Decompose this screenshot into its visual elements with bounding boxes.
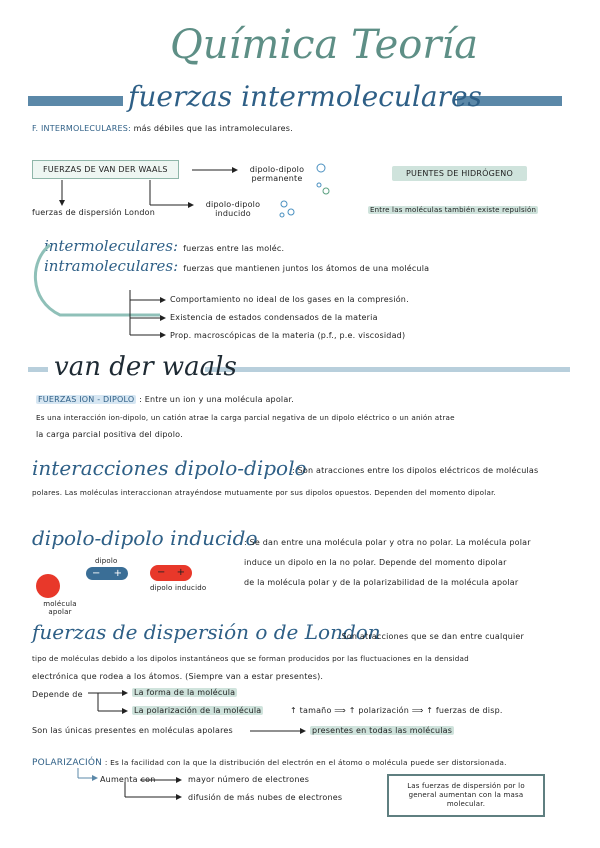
ion-dipolo-line3: la carga parcial positiva del dipolo.	[36, 430, 183, 439]
london-line3: electrónica que rodea a los átomos. (Siempre van a estar presentes).	[32, 672, 324, 681]
london-chain: ↑ tamaño ⟹ ↑ polarización ⟹ ↑ fuerzas de disp.	[290, 706, 503, 715]
ddi-label-apolar: molécula apolar	[43, 600, 77, 616]
london-depende: Depende de	[32, 690, 83, 699]
definition-text: más débiles que las intramoleculares.	[133, 124, 293, 133]
ion-dipolo-line2: Es una interacción ion-dipolo, un catión atrae la carga parcial negativa de un dipolo eléctrico o un anión atrae	[36, 413, 455, 422]
definition-label: F. INTERMOLECULARES:	[32, 124, 131, 133]
effect-3: Prop. macroscópicas de la materia (p.f., p.e. viscosidad)	[170, 331, 406, 340]
dipole-plus: +	[113, 568, 122, 579]
tree-london: fuerzas de dispersión London	[32, 208, 156, 217]
polarizacion-a2: difusión de más nubes de electrones	[188, 793, 343, 802]
ddi-label-inducido: dipolo inducido	[150, 584, 207, 592]
puentes-title: PUENTES DE HIDRÓGENO	[392, 166, 527, 181]
tree-dipolo-inducido: dipolo-dipolo inducido	[205, 200, 261, 218]
vdw-heading: van der waals	[54, 352, 237, 382]
ion-dipolo-label: FUERZAS ION - DIPOLO	[38, 395, 135, 404]
polarizacion-a1: mayor número de electrones	[188, 775, 310, 784]
intra-term: intramoleculares:	[44, 257, 179, 275]
inter-text: fuerzas entre las moléc.	[183, 244, 285, 253]
ddi-line2: induce un dipolo en la no polar. Depende del momento dipolar	[244, 558, 507, 567]
dd-heading: interacciones dipolo-dipolo	[32, 456, 307, 480]
ddi-heading: dipolo-dipolo inducido	[32, 526, 258, 550]
london-dep2: La polarización de la molécula	[134, 706, 262, 715]
polarizacion-label: POLARIZACIÓN	[32, 758, 103, 768]
induced-plus: +	[176, 567, 185, 578]
puentes-note: Entre las moléculas también existe repulsión	[370, 206, 537, 214]
page-title: Química Teoría	[170, 22, 479, 68]
vdw-root-label: FUERZAS DE VAN DER WAALS	[43, 165, 168, 174]
dd-line1: : Son atracciones entre los dipolos eléctricos de moléculas	[292, 466, 539, 475]
effect-2: Existencia de estados condensados de la materia	[170, 313, 378, 322]
ddi-line3: de la molécula polar y de la polarizabilidad de la molécula apolar	[244, 578, 519, 587]
london-only2: presentes en todas las moléculas	[312, 726, 453, 735]
polarizacion-note: Las fuerzas de dispersión por lo general aumentan con la masa molecular.	[407, 782, 525, 808]
polarizacion-text: : Es la facilidad con la que la distribución del electrón en el átomo o molécula puede ser distorsionada.	[104, 758, 507, 767]
london-line1: . Son atracciones que se dan entre cualquier	[336, 632, 525, 641]
ddi-line1: : Se dan entre una molécula polar y otra no polar. La molécula polar	[244, 538, 531, 547]
intra-text: fuerzas que mantienen juntos los átomos de una molécula	[183, 264, 430, 273]
dd-line2: polares. Las moléculas interaccionan atrayéndose mutuamente por sus dipolos opuestos. Dependen del momento dipolar.	[32, 488, 497, 497]
page-subtitle: fuerzas intermoleculares	[128, 80, 482, 113]
london-line2: tipo de moléculas debido a los dipolos instantáneos que se forman producidos por las fluctuaciones en la densidad	[32, 654, 469, 663]
polarizacion-line	[32, 758, 507, 768]
london-heading: fuerzas de dispersión o de London	[32, 620, 381, 644]
london-only: Son las únicas presentes en moléculas apolares	[32, 726, 233, 735]
polarizacion-note-box	[387, 774, 545, 817]
induced-minus: −	[157, 567, 166, 578]
polarizacion-aumenta: Aumenta con	[100, 775, 156, 784]
tree-dipolo-permanente: dipolo-dipolo permanente	[249, 165, 305, 183]
inter-term: intermoleculares:	[44, 237, 179, 255]
dipole-minus: −	[92, 568, 101, 579]
london-dep1: La forma de la molécula	[134, 688, 236, 697]
effect-1: Comportamiento no ideal de los gases en la compresión.	[170, 295, 409, 304]
ion-dipolo-text1: : Entre un ion y una molécula apolar.	[139, 395, 294, 404]
ddi-label-dipolo: dipolo	[95, 557, 118, 565]
